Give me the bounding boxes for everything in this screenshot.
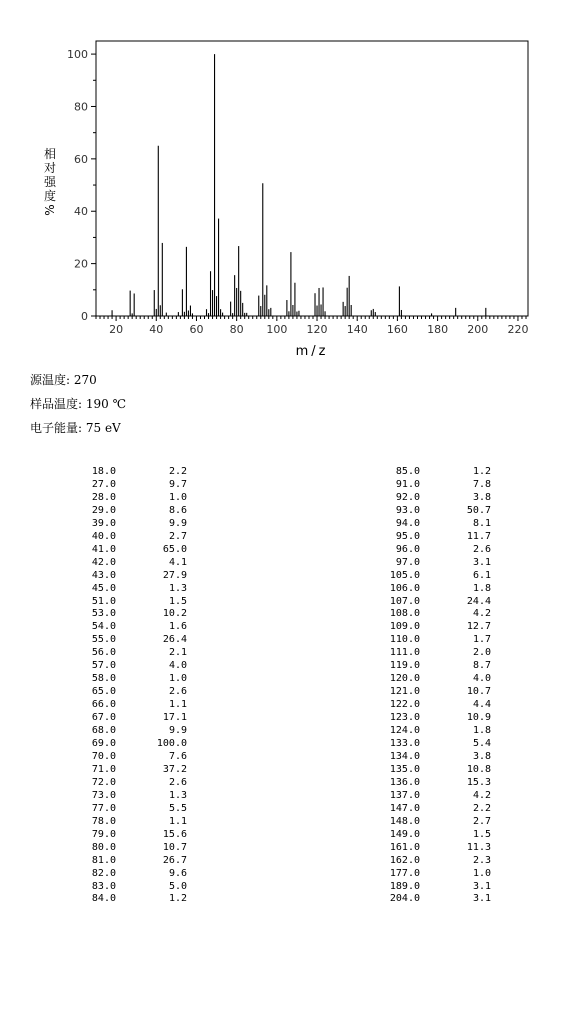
peak-intensity: 50.7 bbox=[466, 504, 491, 516]
peak-row bbox=[62, 816, 187, 829]
peak-intensity: 1.1 bbox=[168, 815, 187, 827]
peak-intensity: 10.7 bbox=[466, 686, 491, 698]
peak-intensity: 2.2 bbox=[472, 802, 491, 814]
peak-mz: 56.0 bbox=[91, 647, 116, 659]
peak-intensity: 9.9 bbox=[168, 725, 187, 737]
peak-mz: 45.0 bbox=[91, 582, 116, 594]
peak-row bbox=[62, 518, 187, 531]
x-tick-label: 140 bbox=[346, 323, 368, 336]
peak-intensity: 1.0 bbox=[472, 867, 491, 879]
peak-row bbox=[366, 531, 491, 544]
peak-table-left bbox=[62, 466, 187, 906]
peak-mz: 149.0 bbox=[389, 828, 420, 840]
peak-mz: 58.0 bbox=[91, 673, 116, 685]
peak-mz: 53.0 bbox=[91, 608, 116, 620]
y-tick-label: 20 bbox=[74, 257, 88, 271]
peak-intensity: 4.2 bbox=[472, 608, 491, 620]
peak-intensity: 2.2 bbox=[168, 466, 187, 477]
peak-row bbox=[62, 881, 187, 894]
peak-mz: 84.0 bbox=[91, 893, 116, 905]
peak-mz: 106.0 bbox=[389, 582, 420, 594]
peak-intensity: 2.7 bbox=[168, 530, 187, 542]
peak-mz: 78.0 bbox=[91, 815, 116, 827]
x-tick-label: 200 bbox=[467, 323, 489, 336]
peak-intensity: 12.7 bbox=[466, 621, 491, 633]
x-tick-label: 220 bbox=[507, 323, 529, 336]
y-axis-label bbox=[43, 146, 57, 216]
peak-intensity: 4.0 bbox=[472, 673, 491, 685]
peak-mz: 119.0 bbox=[389, 660, 420, 672]
peak-row bbox=[62, 699, 187, 712]
peak-row bbox=[366, 570, 491, 583]
peak-intensity: 15.3 bbox=[466, 776, 491, 788]
peak-intensity: 26.4 bbox=[162, 634, 187, 646]
peak-row bbox=[62, 725, 187, 738]
peak-row bbox=[62, 829, 187, 842]
peak-row bbox=[366, 881, 491, 894]
peak-row bbox=[366, 492, 491, 505]
peak-row bbox=[62, 505, 187, 518]
peak-intensity: 11.7 bbox=[466, 530, 491, 542]
peak-row bbox=[366, 699, 491, 712]
peak-mz: 204.0 bbox=[389, 893, 420, 905]
peak-intensity: 7.8 bbox=[472, 478, 491, 490]
y-tick-label: 60 bbox=[74, 152, 88, 166]
peak-row bbox=[62, 777, 187, 790]
peak-mz: 135.0 bbox=[389, 763, 420, 775]
peak-mz: 29.0 bbox=[91, 504, 116, 516]
peak-row bbox=[366, 583, 491, 596]
peak-intensity: 1.2 bbox=[168, 893, 187, 905]
peak-mz: 133.0 bbox=[389, 738, 420, 750]
peak-mz: 147.0 bbox=[389, 802, 420, 814]
peak-intensity: 1.5 bbox=[472, 828, 491, 840]
y-tick-label: 40 bbox=[74, 205, 88, 219]
peak-intensity: 3.1 bbox=[472, 893, 491, 905]
peak-row bbox=[62, 790, 187, 803]
peak-intensity: 1.1 bbox=[168, 699, 187, 711]
peak-row bbox=[366, 764, 491, 777]
peak-mz: 110.0 bbox=[389, 634, 420, 646]
peak-row bbox=[366, 725, 491, 738]
peak-intensity: 1.5 bbox=[168, 595, 187, 607]
peak-mz: 109.0 bbox=[389, 621, 420, 633]
peak-row bbox=[366, 466, 491, 479]
peak-row bbox=[366, 673, 491, 686]
peak-mz: 27.0 bbox=[91, 478, 116, 490]
y-axis-label-char: 相 bbox=[43, 147, 57, 161]
peak-intensity: 100.0 bbox=[156, 738, 187, 750]
x-tick-label: 160 bbox=[386, 323, 408, 336]
peak-row bbox=[366, 621, 491, 634]
peak-row bbox=[62, 608, 187, 621]
peak-intensity: 1.7 bbox=[472, 634, 491, 646]
peak-mz: 161.0 bbox=[389, 841, 420, 853]
y-tick-label: 80 bbox=[74, 100, 88, 114]
peak-mz: 39.0 bbox=[91, 517, 116, 529]
peak-row bbox=[62, 596, 187, 609]
peak-row bbox=[62, 660, 187, 673]
peak-intensity: 8.6 bbox=[168, 504, 187, 516]
peak-intensity: 2.0 bbox=[472, 647, 491, 659]
peak-mz: 81.0 bbox=[91, 854, 116, 866]
peak-row bbox=[62, 764, 187, 777]
peak-intensity: 2.6 bbox=[472, 543, 491, 555]
peak-row bbox=[62, 479, 187, 492]
peak-mz: 120.0 bbox=[389, 673, 420, 685]
peak-mz: 28.0 bbox=[91, 491, 116, 503]
peak-mz: 83.0 bbox=[91, 880, 116, 892]
peak-intensity: 4.2 bbox=[472, 789, 491, 801]
peak-mz: 73.0 bbox=[91, 789, 116, 801]
peak-row bbox=[366, 829, 491, 842]
peak-row bbox=[366, 855, 491, 868]
peak-row bbox=[62, 893, 187, 906]
y-axis-label-char: 度 bbox=[43, 189, 57, 203]
peak-intensity: 1.8 bbox=[472, 582, 491, 594]
peak-row bbox=[62, 842, 187, 855]
plot-frame bbox=[96, 41, 528, 316]
peak-mz: 43.0 bbox=[91, 569, 116, 581]
peak-mz: 137.0 bbox=[389, 789, 420, 801]
sample-temperature: 样品温度: 190 ℃ bbox=[30, 397, 127, 411]
peak-row bbox=[62, 855, 187, 868]
peak-mz: 123.0 bbox=[389, 712, 420, 724]
peak-mz: 65.0 bbox=[91, 686, 116, 698]
peak-mz: 57.0 bbox=[91, 660, 116, 672]
x-tick-label: 20 bbox=[109, 323, 124, 336]
peak-row bbox=[62, 634, 187, 647]
peak-row bbox=[366, 738, 491, 751]
mass-spectrum-chart bbox=[0, 0, 570, 365]
peak-row bbox=[62, 686, 187, 699]
peak-row bbox=[62, 557, 187, 570]
peak-intensity: 9.6 bbox=[168, 867, 187, 879]
peak-intensity: 15.6 bbox=[162, 828, 187, 840]
peak-row bbox=[62, 803, 187, 816]
peak-row bbox=[366, 557, 491, 570]
peak-mz: 189.0 bbox=[389, 880, 420, 892]
peak-mz: 40.0 bbox=[91, 530, 116, 542]
x-tick-label: 80 bbox=[229, 323, 244, 336]
x-tick-label: 40 bbox=[149, 323, 164, 336]
x-tick-label: 60 bbox=[189, 323, 204, 336]
peak-row bbox=[366, 505, 491, 518]
peak-mz: 69.0 bbox=[91, 738, 116, 750]
peak-mz: 96.0 bbox=[395, 543, 420, 555]
peak-intensity: 4.0 bbox=[168, 660, 187, 672]
peak-intensity: 3.8 bbox=[472, 491, 491, 503]
peak-mz: 177.0 bbox=[389, 867, 420, 879]
peak-intensity: 8.7 bbox=[472, 660, 491, 672]
peak-intensity: 2.7 bbox=[472, 815, 491, 827]
peak-row bbox=[366, 634, 491, 647]
peak-intensity: 9.9 bbox=[168, 517, 187, 529]
peak-mz: 94.0 bbox=[395, 517, 420, 529]
peak-intensity: 24.4 bbox=[466, 595, 491, 607]
peak-intensity: 10.8 bbox=[466, 763, 491, 775]
peak-mz: 124.0 bbox=[389, 725, 420, 737]
peak-row bbox=[62, 712, 187, 725]
peak-mz: 111.0 bbox=[389, 647, 420, 659]
peak-intensity: 37.2 bbox=[162, 763, 187, 775]
peak-mz: 42.0 bbox=[91, 556, 116, 568]
peak-mz: 71.0 bbox=[91, 763, 116, 775]
peak-row bbox=[366, 868, 491, 881]
peak-intensity: 65.0 bbox=[162, 543, 187, 555]
peak-row bbox=[366, 842, 491, 855]
peak-mz: 68.0 bbox=[91, 725, 116, 737]
peak-mz: 105.0 bbox=[389, 569, 420, 581]
peak-row bbox=[62, 751, 187, 764]
peak-mz: 70.0 bbox=[91, 750, 116, 762]
electron-energy: 电子能量: 75 eV bbox=[30, 421, 121, 435]
x-tick-label: 120 bbox=[306, 323, 328, 336]
peak-intensity: 1.2 bbox=[472, 466, 491, 477]
peak-mz: 72.0 bbox=[91, 776, 116, 788]
peak-row bbox=[62, 583, 187, 596]
peak-table-right bbox=[366, 466, 491, 906]
peak-row bbox=[366, 777, 491, 790]
peak-intensity: 10.7 bbox=[162, 841, 187, 853]
peak-row bbox=[62, 492, 187, 505]
peak-row bbox=[366, 893, 491, 906]
peak-row bbox=[62, 868, 187, 881]
peak-intensity: 1.0 bbox=[168, 673, 187, 685]
peak-intensity: 1.0 bbox=[168, 491, 187, 503]
peak-row bbox=[62, 531, 187, 544]
peak-row bbox=[62, 466, 187, 479]
peak-intensity: 5.4 bbox=[472, 738, 491, 750]
peak-row bbox=[366, 479, 491, 492]
peak-intensity: 26.7 bbox=[162, 854, 187, 866]
peak-intensity: 2.6 bbox=[168, 686, 187, 698]
peak-row bbox=[366, 544, 491, 557]
peak-row bbox=[62, 673, 187, 686]
peak-intensity: 1.3 bbox=[168, 789, 187, 801]
x-axis-label: m/z bbox=[295, 344, 329, 359]
peak-mz: 162.0 bbox=[389, 854, 420, 866]
y-axis-label-char: 强 bbox=[43, 175, 57, 189]
peak-intensity: 4.4 bbox=[472, 699, 491, 711]
peak-mz: 108.0 bbox=[389, 608, 420, 620]
peak-intensity: 5.0 bbox=[168, 880, 187, 892]
peak-intensity: 1.6 bbox=[168, 621, 187, 633]
peak-intensity: 3.1 bbox=[472, 880, 491, 892]
peak-row bbox=[366, 790, 491, 803]
source-temperature: 源温度: 270 bbox=[30, 373, 97, 387]
peak-row bbox=[366, 803, 491, 816]
peak-mz: 77.0 bbox=[91, 802, 116, 814]
peak-mz: 85.0 bbox=[395, 466, 420, 477]
peak-row bbox=[366, 647, 491, 660]
peak-mz: 66.0 bbox=[91, 699, 116, 711]
peak-mz: 107.0 bbox=[389, 595, 420, 607]
peak-intensity: 1.3 bbox=[168, 582, 187, 594]
peak-row bbox=[366, 816, 491, 829]
peak-mz: 41.0 bbox=[91, 543, 116, 555]
peak-row bbox=[366, 608, 491, 621]
peak-mz: 148.0 bbox=[389, 815, 420, 827]
peak-intensity: 5.5 bbox=[168, 802, 187, 814]
peak-intensity: 2.3 bbox=[472, 854, 491, 866]
peak-intensity: 10.2 bbox=[162, 608, 187, 620]
peak-mz: 55.0 bbox=[91, 634, 116, 646]
peak-row bbox=[366, 712, 491, 725]
peak-intensity: 11.3 bbox=[466, 841, 491, 853]
peak-mz: 121.0 bbox=[389, 686, 420, 698]
peak-row bbox=[366, 751, 491, 764]
peak-row bbox=[366, 518, 491, 531]
x-tick-label: 180 bbox=[427, 323, 449, 336]
peak-intensity: 4.1 bbox=[168, 556, 187, 568]
peak-row bbox=[366, 596, 491, 609]
peak-row bbox=[62, 621, 187, 634]
peak-intensity: 27.9 bbox=[162, 569, 187, 581]
x-tick-label: 100 bbox=[266, 323, 288, 336]
peak-mz: 67.0 bbox=[91, 712, 116, 724]
peak-mz: 80.0 bbox=[91, 841, 116, 853]
y-axis-label-char: 对 bbox=[43, 161, 57, 175]
peak-mz: 82.0 bbox=[91, 867, 116, 879]
peak-mz: 92.0 bbox=[395, 491, 420, 503]
peak-mz: 54.0 bbox=[91, 621, 116, 633]
peak-intensity: 9.7 bbox=[168, 478, 187, 490]
peak-intensity: 3.8 bbox=[472, 750, 491, 762]
peak-mz: 93.0 bbox=[395, 504, 420, 516]
y-tick-label: 0 bbox=[81, 310, 88, 323]
peak-intensity: 17.1 bbox=[162, 712, 187, 724]
peak-row bbox=[366, 686, 491, 699]
peak-row bbox=[62, 738, 187, 751]
peak-mz: 134.0 bbox=[389, 750, 420, 762]
y-axis-label-char: % bbox=[43, 204, 57, 216]
peak-row bbox=[62, 647, 187, 660]
peak-intensity: 8.1 bbox=[472, 517, 491, 529]
peak-mz: 51.0 bbox=[91, 595, 116, 607]
peak-mz: 79.0 bbox=[91, 828, 116, 840]
peak-mz: 122.0 bbox=[389, 699, 420, 711]
y-tick-label: 100 bbox=[67, 48, 88, 62]
peak-intensity: 2.1 bbox=[168, 647, 187, 659]
peak-mz: 97.0 bbox=[395, 556, 420, 568]
peak-intensity: 6.1 bbox=[472, 569, 491, 581]
peak-intensity: 7.6 bbox=[168, 750, 187, 762]
peak-row bbox=[62, 544, 187, 557]
peak-mz: 18.0 bbox=[91, 466, 116, 477]
peak-mz: 95.0 bbox=[395, 530, 420, 542]
peak-intensity: 10.9 bbox=[466, 712, 491, 724]
peak-intensity: 3.1 bbox=[472, 556, 491, 568]
peak-intensity: 2.6 bbox=[168, 776, 187, 788]
peak-row bbox=[366, 660, 491, 673]
peak-mz: 91.0 bbox=[395, 478, 420, 490]
peak-row bbox=[62, 570, 187, 583]
peak-intensity: 1.8 bbox=[472, 725, 491, 737]
peak-mz: 136.0 bbox=[389, 776, 420, 788]
